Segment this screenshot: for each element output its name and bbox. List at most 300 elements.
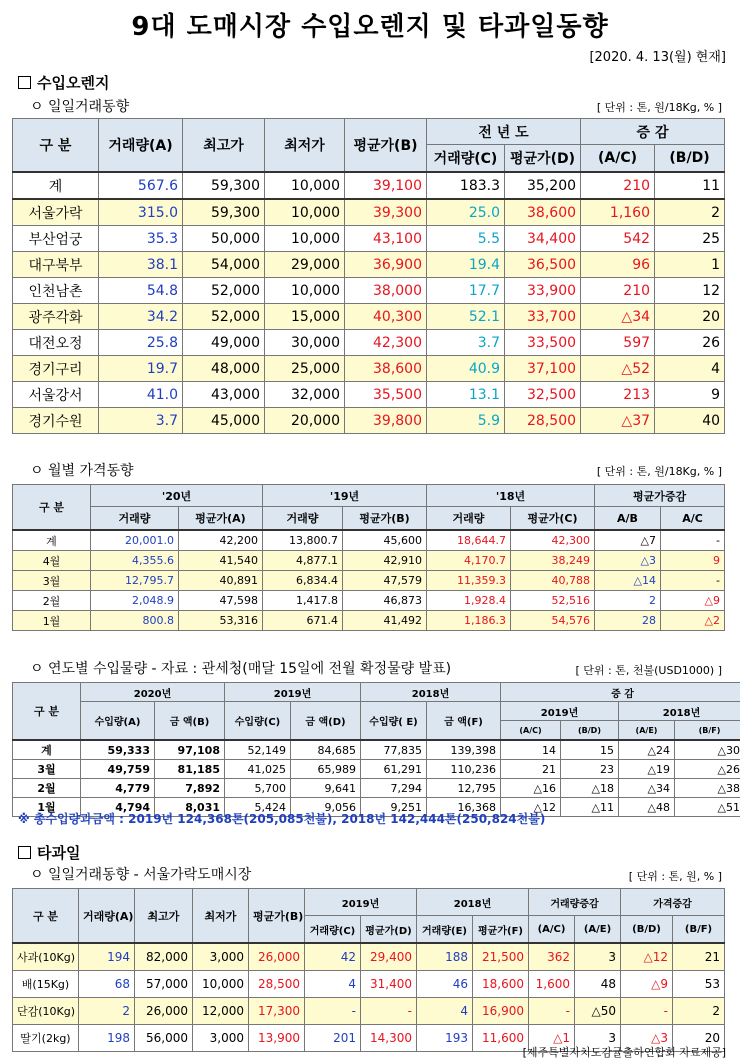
table-row bbox=[13, 382, 725, 408]
hdr-2018: 2018년 bbox=[417, 889, 529, 916]
cell: 65,989 bbox=[291, 760, 361, 779]
sub-monthly: ㅇ 월별 가격동향 bbox=[30, 463, 134, 479]
cell: 40,891 bbox=[179, 571, 263, 591]
row-label: 경기수원 bbox=[13, 408, 99, 434]
cell: 4,877.1 bbox=[263, 551, 343, 571]
hdr-ac: (A/C) bbox=[581, 145, 655, 172]
table-row bbox=[13, 611, 725, 631]
cell: 46,873 bbox=[343, 591, 427, 611]
hdr-min: 최저가 bbox=[193, 889, 249, 944]
cell: 4 bbox=[417, 998, 473, 1025]
cell: △3 bbox=[621, 1025, 673, 1052]
table-row bbox=[13, 760, 740, 779]
cell: 34.2 bbox=[99, 304, 183, 330]
table-row bbox=[13, 779, 740, 798]
cell: 81,185 bbox=[155, 760, 225, 779]
cell: 10,000 bbox=[265, 172, 345, 199]
cell: 4,779 bbox=[81, 779, 155, 798]
cell: 671.4 bbox=[263, 611, 343, 631]
cell: 9,641 bbox=[291, 779, 361, 798]
other-fruit-table bbox=[12, 888, 725, 1052]
cell: 96 bbox=[581, 252, 655, 278]
hdr-vol-e: 거래량(E) bbox=[417, 916, 473, 944]
cell: 16,368 bbox=[427, 798, 501, 817]
section-other-fruit bbox=[18, 842, 80, 863]
section-orange bbox=[18, 72, 109, 93]
row-label: 인천남촌 bbox=[13, 278, 99, 304]
cell: 49,759 bbox=[81, 760, 155, 779]
cell: 47,579 bbox=[343, 571, 427, 591]
cell: △37 bbox=[581, 408, 655, 434]
cell: △3 bbox=[595, 551, 661, 571]
table-row bbox=[13, 998, 725, 1025]
cell: 2 bbox=[595, 591, 661, 611]
monthly-price-table bbox=[12, 484, 725, 631]
cell: △7 bbox=[595, 530, 661, 551]
cell: 2 bbox=[673, 998, 725, 1025]
hdr-ae: (A/E) bbox=[619, 721, 675, 741]
cell: 1 bbox=[655, 252, 725, 278]
cell: 23 bbox=[561, 760, 619, 779]
cell: 17.7 bbox=[427, 278, 505, 304]
sub-garak: ㅇ 일일거래동향 - 서울가락도매시장 bbox=[30, 867, 252, 883]
cell: 9 bbox=[661, 551, 725, 571]
cell: 17,300 bbox=[249, 998, 305, 1025]
cell: 52,516 bbox=[511, 591, 595, 611]
hdr-avg-change: 평균가증감 bbox=[595, 485, 725, 507]
cell: 25.0 bbox=[427, 199, 505, 226]
cell: 36,500 bbox=[505, 252, 581, 278]
yearly-import-table bbox=[12, 682, 740, 817]
cell: 33,700 bbox=[505, 304, 581, 330]
cell: 1,160 bbox=[581, 199, 655, 226]
row-label: 서울가락 bbox=[13, 199, 99, 226]
hdr-bf: (B/F) bbox=[675, 721, 740, 741]
hdr-ac: (A/C) bbox=[501, 721, 561, 741]
cell: 210 bbox=[581, 278, 655, 304]
cell: △16 bbox=[501, 779, 561, 798]
cell: 201 bbox=[305, 1025, 361, 1052]
cell: △11 bbox=[561, 798, 619, 817]
cell: 2,048.9 bbox=[91, 591, 179, 611]
cell: 21 bbox=[673, 943, 725, 971]
row-label: 부산엄궁 bbox=[13, 226, 99, 252]
table-row bbox=[13, 356, 725, 382]
cell: 10,000 bbox=[265, 278, 345, 304]
cell: 3 bbox=[575, 1025, 621, 1052]
table-row bbox=[13, 740, 740, 760]
hdr-amt-d: 금 액(D) bbox=[291, 702, 361, 741]
cell: 48,000 bbox=[183, 356, 265, 382]
cell: 37,100 bbox=[505, 356, 581, 382]
row-label: 딸기(2kg) bbox=[13, 1025, 79, 1052]
cell: △38 bbox=[675, 779, 740, 798]
hdr-prev-year: 전 년 도 bbox=[427, 119, 581, 145]
row-label: 광주각화 bbox=[13, 304, 99, 330]
cell: △30 bbox=[675, 740, 740, 760]
cell: 45,600 bbox=[343, 530, 427, 551]
cell: 5,424 bbox=[225, 798, 291, 817]
table-row bbox=[13, 530, 725, 551]
row-label: 대구북부 bbox=[13, 252, 99, 278]
cell: 56,000 bbox=[135, 1025, 193, 1052]
cell: 5.5 bbox=[427, 226, 505, 252]
cell: 15,000 bbox=[265, 304, 345, 330]
cell: 2 bbox=[655, 199, 725, 226]
hdr-change: 증 감 bbox=[501, 683, 740, 702]
hdr-max: 최고가 bbox=[183, 119, 265, 173]
hdr-vol-e: 수입량( E) bbox=[361, 702, 427, 741]
cell: 38,600 bbox=[345, 356, 427, 382]
cell: 59,300 bbox=[183, 199, 265, 226]
cell: 12 bbox=[655, 278, 725, 304]
hdr-bf: (B/F) bbox=[673, 916, 725, 944]
cell: 41,025 bbox=[225, 760, 291, 779]
row-label: 1월 bbox=[13, 611, 91, 631]
hdr-chg-2018: 2018년 bbox=[619, 702, 740, 721]
cell: 26,000 bbox=[249, 943, 305, 971]
cell: 1,417.8 bbox=[263, 591, 343, 611]
cell: 11,600 bbox=[473, 1025, 529, 1052]
cell: 4 bbox=[655, 356, 725, 382]
cell: 20,000 bbox=[265, 408, 345, 434]
hdr-ac: (A/C) bbox=[529, 916, 575, 944]
cell: 13,900 bbox=[249, 1025, 305, 1052]
cell: △14 bbox=[595, 571, 661, 591]
cell: 213 bbox=[581, 382, 655, 408]
cell: 19.4 bbox=[427, 252, 505, 278]
checkbox-square-icon bbox=[18, 846, 31, 859]
cell: △24 bbox=[619, 740, 675, 760]
cell: 26,000 bbox=[135, 998, 193, 1025]
cell: 97,108 bbox=[155, 740, 225, 760]
cell: 31,400 bbox=[361, 971, 417, 998]
cell: 542 bbox=[581, 226, 655, 252]
row-label: 2월 bbox=[13, 591, 91, 611]
cell: 3.7 bbox=[99, 408, 183, 434]
sub-yearly: ㅇ 연도별 수입물량 - 자료 : 관세청(매달 15일에 전월 확정물량 발표) bbox=[30, 661, 452, 677]
cell: 42,300 bbox=[345, 330, 427, 356]
cell: 53,316 bbox=[179, 611, 263, 631]
table-row bbox=[13, 226, 725, 252]
hdr-2018: '18년 bbox=[427, 485, 595, 507]
hdr-chg-2019: 2019년 bbox=[501, 702, 619, 721]
cell: 61,291 bbox=[361, 760, 427, 779]
cell: △50 bbox=[575, 998, 621, 1025]
cell: 42,910 bbox=[343, 551, 427, 571]
cell: △48 bbox=[619, 798, 675, 817]
cell: - bbox=[361, 998, 417, 1025]
cell: 35,500 bbox=[345, 382, 427, 408]
cell: △12 bbox=[501, 798, 561, 817]
cell: 110,236 bbox=[427, 760, 501, 779]
table-row bbox=[13, 199, 725, 226]
hdr-2019: 2019년 bbox=[305, 889, 417, 916]
cell: 41,540 bbox=[179, 551, 263, 571]
cell: 18,600 bbox=[473, 971, 529, 998]
table-row bbox=[13, 278, 725, 304]
row-label: 경기구리 bbox=[13, 356, 99, 382]
hdr-bd: (B/D) bbox=[655, 145, 725, 172]
cell: 42,200 bbox=[179, 530, 263, 551]
cell: 19.7 bbox=[99, 356, 183, 382]
cell: 11 bbox=[655, 172, 725, 199]
cell: 53 bbox=[673, 971, 725, 998]
cell: 35.3 bbox=[99, 226, 183, 252]
cell: 9 bbox=[655, 382, 725, 408]
hdr-prev-avg: 평균가(D) bbox=[505, 145, 581, 172]
table-row bbox=[13, 591, 725, 611]
row-label: 대전오정 bbox=[13, 330, 99, 356]
cell: 20 bbox=[673, 1025, 725, 1052]
table-row bbox=[13, 252, 725, 278]
hdr-vol-a: 수입량(A) bbox=[81, 702, 155, 741]
cell: 33,900 bbox=[505, 278, 581, 304]
cell: 139,398 bbox=[427, 740, 501, 760]
hdr-vol-c: 수입량(C) bbox=[225, 702, 291, 741]
hdr-volume: 거래량 bbox=[91, 507, 179, 530]
cell: 84,685 bbox=[291, 740, 361, 760]
cell: 12,000 bbox=[193, 998, 249, 1025]
cell: 18,644.7 bbox=[427, 530, 511, 551]
cell: 20 bbox=[655, 304, 725, 330]
cell: 33,500 bbox=[505, 330, 581, 356]
cell: 25 bbox=[655, 226, 725, 252]
cell: 59,333 bbox=[81, 740, 155, 760]
source-footer: [제주특별자치도감귤출하연합회 자료제공] bbox=[522, 1046, 726, 1059]
sub-daily: ㅇ 일일거래동향 bbox=[30, 99, 130, 115]
cell: 188 bbox=[417, 943, 473, 971]
cell: 4,355.6 bbox=[91, 551, 179, 571]
unit-yearly: [ 단위 : 톤, 천불(USD1000) ] bbox=[575, 664, 722, 677]
cell: 52.1 bbox=[427, 304, 505, 330]
cell: △1 bbox=[529, 1025, 575, 1052]
cell: 2 bbox=[79, 998, 135, 1025]
checkbox-square-icon bbox=[18, 76, 31, 89]
hdr-volume: 거래량(A) bbox=[79, 889, 135, 944]
cell: 25,000 bbox=[265, 356, 345, 382]
cell: 315.0 bbox=[99, 199, 183, 226]
cell: 21,500 bbox=[473, 943, 529, 971]
hdr-gubun: 구 분 bbox=[13, 683, 81, 741]
hdr-gubun: 구 분 bbox=[13, 485, 91, 531]
hdr-avg-f: 평균가(F) bbox=[473, 916, 529, 944]
cell: 10,000 bbox=[265, 199, 345, 226]
cell: - bbox=[661, 571, 725, 591]
cell: - bbox=[661, 530, 725, 551]
hdr-min: 최저가 bbox=[265, 119, 345, 173]
cell: 21 bbox=[501, 760, 561, 779]
cell: 7,294 bbox=[361, 779, 427, 798]
cell: 28,500 bbox=[249, 971, 305, 998]
hdr-ac: A/C bbox=[661, 507, 725, 530]
cell: 3,000 bbox=[193, 943, 249, 971]
cell: 32,500 bbox=[505, 382, 581, 408]
row-label: 배(15Kg) bbox=[13, 971, 79, 998]
cell: 52,000 bbox=[183, 304, 265, 330]
cell: 1,928.4 bbox=[427, 591, 511, 611]
cell: 194 bbox=[79, 943, 135, 971]
cell: 48 bbox=[575, 971, 621, 998]
section-other-fruit-label: 타과일 bbox=[37, 844, 81, 862]
cell: 4,794 bbox=[81, 798, 155, 817]
cell: 47,598 bbox=[179, 591, 263, 611]
cell: △9 bbox=[621, 971, 673, 998]
cell: 5,700 bbox=[225, 779, 291, 798]
daily-trade-table bbox=[12, 118, 725, 434]
hdr-gubun: 구 분 bbox=[13, 889, 79, 944]
cell: 20,001.0 bbox=[91, 530, 179, 551]
row-label: 4월 bbox=[13, 551, 91, 571]
cell: 10,000 bbox=[265, 226, 345, 252]
total-import-note: ※ 총수입량과금액 : 2019년 124,368톤(205,085천불), 2018년 142,444톤(250,824천불) bbox=[18, 812, 546, 826]
cell: △52 bbox=[581, 356, 655, 382]
cell: 32,000 bbox=[265, 382, 345, 408]
hdr-price-change: 가격증감 bbox=[621, 889, 725, 916]
row-label: 계 bbox=[13, 740, 81, 760]
hdr-avg-a: 평균가(A) bbox=[179, 507, 263, 530]
hdr-2019: '19년 bbox=[263, 485, 427, 507]
cell: 1,600 bbox=[529, 971, 575, 998]
hdr-vol-c: 거래량(C) bbox=[305, 916, 361, 944]
cell: △18 bbox=[561, 779, 619, 798]
hdr-volume-change: 거래량증감 bbox=[529, 889, 621, 916]
cell: 183.3 bbox=[427, 172, 505, 199]
hdr-max: 최고가 bbox=[135, 889, 193, 944]
cell: 40.9 bbox=[427, 356, 505, 382]
unit-garak: [ 단위 : 톤, 원, % ] bbox=[628, 870, 722, 883]
cell: 41.0 bbox=[99, 382, 183, 408]
table-row bbox=[13, 172, 725, 199]
row-label: 3월 bbox=[13, 571, 91, 591]
cell: 38.1 bbox=[99, 252, 183, 278]
cell: 42 bbox=[305, 943, 361, 971]
cell: △9 bbox=[661, 591, 725, 611]
hdr-bd: (B/D) bbox=[561, 721, 619, 741]
hdr-ab: A/B bbox=[595, 507, 661, 530]
hdr-2019: 2019년 bbox=[225, 683, 361, 702]
cell: 28,500 bbox=[505, 408, 581, 434]
cell: 57,000 bbox=[135, 971, 193, 998]
hdr-amt-f: 금 액(F) bbox=[427, 702, 501, 741]
cell: 28 bbox=[595, 611, 661, 631]
unit-daily: [ 단위 : 톤, 원/18Kg, % ] bbox=[596, 101, 722, 114]
row-label: 3월 bbox=[13, 760, 81, 779]
page-title: 9대 도매시장 수입오렌지 및 타과일동향 bbox=[131, 12, 609, 42]
hdr-2020: 2020년 bbox=[81, 683, 225, 702]
cell: △51 bbox=[675, 798, 740, 817]
cell: 34,400 bbox=[505, 226, 581, 252]
cell: 8,031 bbox=[155, 798, 225, 817]
cell: △34 bbox=[581, 304, 655, 330]
row-label: 사과(10Kg) bbox=[13, 943, 79, 971]
cell: 54.8 bbox=[99, 278, 183, 304]
row-label: 1월 bbox=[13, 798, 81, 817]
hdr-bd: (B/D) bbox=[621, 916, 673, 944]
cell: 43,100 bbox=[345, 226, 427, 252]
cell: 50,000 bbox=[183, 226, 265, 252]
cell: 39,100 bbox=[345, 172, 427, 199]
table-row bbox=[13, 943, 725, 971]
cell: - bbox=[529, 998, 575, 1025]
cell: 13,800.7 bbox=[263, 530, 343, 551]
cell: 26 bbox=[655, 330, 725, 356]
table-row bbox=[13, 971, 725, 998]
hdr-2020: '20년 bbox=[91, 485, 263, 507]
cell: 41,492 bbox=[343, 611, 427, 631]
table-row bbox=[13, 551, 725, 571]
cell: 12,795.7 bbox=[91, 571, 179, 591]
cell: △26 bbox=[675, 760, 740, 779]
cell: 10,000 bbox=[193, 971, 249, 998]
cell: △2 bbox=[661, 611, 725, 631]
cell: 38,600 bbox=[505, 199, 581, 226]
cell: 52,000 bbox=[183, 278, 265, 304]
table-row bbox=[13, 330, 725, 356]
section-orange-label: 수입오렌지 bbox=[37, 74, 110, 92]
hdr-avg: 평균가(B) bbox=[249, 889, 305, 944]
hdr-volume: 거래량 bbox=[427, 507, 511, 530]
row-label: 계 bbox=[13, 530, 91, 551]
cell: 3 bbox=[575, 943, 621, 971]
cell: 35,200 bbox=[505, 172, 581, 199]
cell: △12 bbox=[621, 943, 673, 971]
cell: 40,788 bbox=[511, 571, 595, 591]
hdr-amt-b: 금 액(B) bbox=[155, 702, 225, 741]
cell: 29,400 bbox=[361, 943, 417, 971]
cell: 45,000 bbox=[183, 408, 265, 434]
cell: △34 bbox=[619, 779, 675, 798]
cell: 46 bbox=[417, 971, 473, 998]
cell: 52,149 bbox=[225, 740, 291, 760]
cell: 210 bbox=[581, 172, 655, 199]
hdr-avg-c: 평균가(C) bbox=[511, 507, 595, 530]
cell: 39,300 bbox=[345, 199, 427, 226]
cell: - bbox=[621, 998, 673, 1025]
hdr-prev-volume: 거래량(C) bbox=[427, 145, 505, 172]
cell: 11,359.3 bbox=[427, 571, 511, 591]
cell: 38,000 bbox=[345, 278, 427, 304]
cell: 54,000 bbox=[183, 252, 265, 278]
cell: 38,249 bbox=[511, 551, 595, 571]
hdr-volume: 거래량 bbox=[263, 507, 343, 530]
cell: 16,900 bbox=[473, 998, 529, 1025]
table-row bbox=[13, 304, 725, 330]
hdr-avg-b: 평균가(B) bbox=[343, 507, 427, 530]
hdr-avg-d: 평균가(D) bbox=[361, 916, 417, 944]
cell: 43,000 bbox=[183, 382, 265, 408]
cell: 54,576 bbox=[511, 611, 595, 631]
hdr-gubun: 구 분 bbox=[13, 119, 99, 173]
cell: 42,300 bbox=[511, 530, 595, 551]
cell: 14 bbox=[501, 740, 561, 760]
cell: 5.9 bbox=[427, 408, 505, 434]
cell: 25.8 bbox=[99, 330, 183, 356]
cell: △19 bbox=[619, 760, 675, 779]
hdr-2018: 2018년 bbox=[361, 683, 501, 702]
cell: 9,251 bbox=[361, 798, 427, 817]
report-date: [2020. 4. 13(월) 현재] bbox=[589, 50, 726, 65]
row-label: 2월 bbox=[13, 779, 81, 798]
cell: 82,000 bbox=[135, 943, 193, 971]
cell: 362 bbox=[529, 943, 575, 971]
cell: 193 bbox=[417, 1025, 473, 1052]
cell: 6,834.4 bbox=[263, 571, 343, 591]
hdr-volume: 거래량(A) bbox=[99, 119, 183, 173]
cell: 7,892 bbox=[155, 779, 225, 798]
cell: 800.8 bbox=[91, 611, 179, 631]
cell: 77,835 bbox=[361, 740, 427, 760]
